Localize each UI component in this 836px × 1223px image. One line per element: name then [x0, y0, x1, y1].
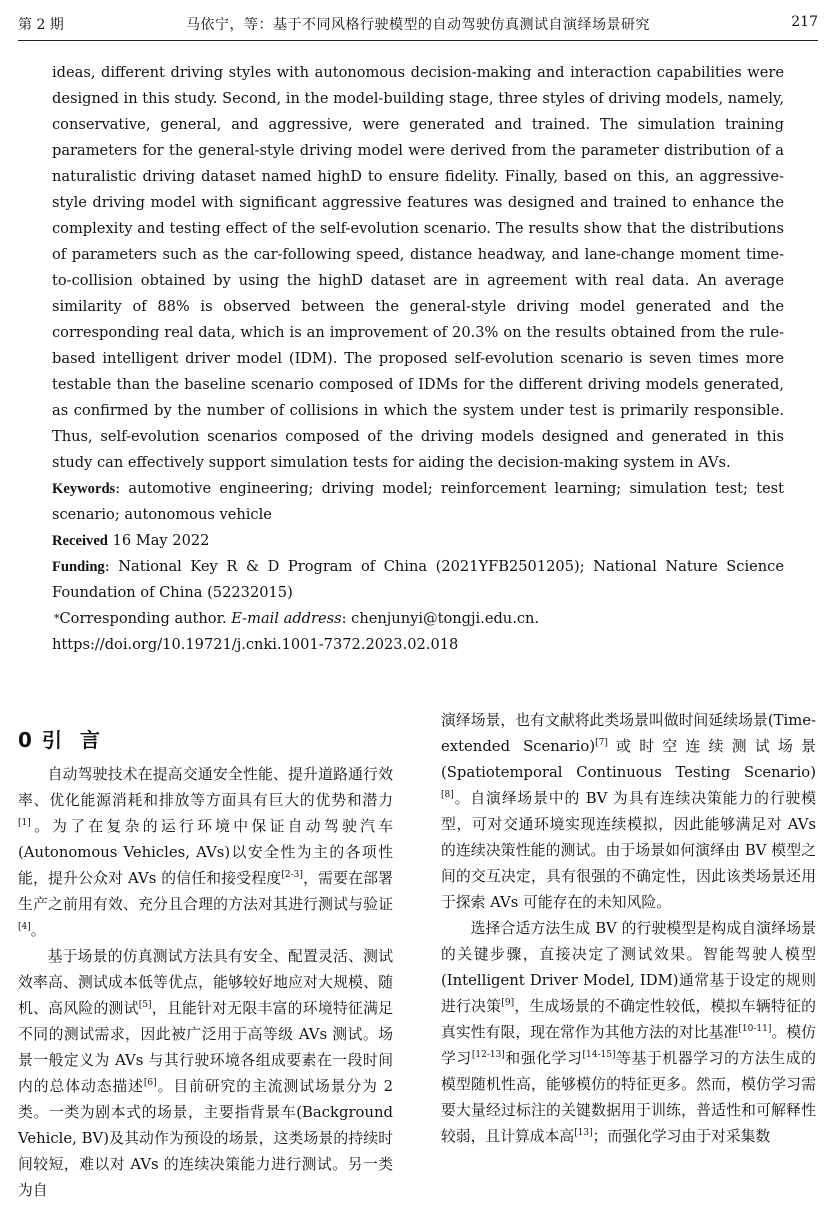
paragraph: 演绎场景，也有文献将此类场景叫做时间延续场景(Time-extended Scenario)[7]或时空连续测试场景(Spatiotemporal Continuous Testing Scenario)[8]。自演绎场景中的 BV 为具有连续决策能力的行驶模型，可对交通环境实现连续模拟，因此能够满足对 AVs 的连续决策性能的测试。由于场景如何演绎由 BV 模型之间的交互决定，具有很强的不确定性，因此该类场景还用于探索 AVs 可能存在的未知风险。	[441, 712, 816, 911]
paragraph: 自动驾驶技术在提高交通安全性能、提升道路通行效率、优化能源消耗和排放等方面具有巨大的优势和潜力[1]。为了在复杂的运行环境中保证自动驾驶汽车(Autonomous Vehicles, AVs)以安全性为主的各项性能，提升公众对 AVs 的信任和接受程度[2-3]，需要在部署生产之前用有效、充分且合理的方法对其进行测试与验证[4]。	[18, 766, 393, 939]
corresponding-prefix: Corresponding author.	[59, 610, 232, 627]
citation[interactable]: [10-11]	[738, 1024, 772, 1035]
citation[interactable]: [7]	[595, 738, 608, 749]
issue-number: 第 2 期	[18, 17, 64, 33]
received	[52, 528, 784, 554]
received-label: Received	[52, 533, 108, 549]
english-abstract	[52, 60, 784, 658]
right-column	[441, 708, 816, 1150]
running-title: 马依宁，等：基于不同风格行驶模型的自动驾驶仿真测试自演绎场景研究	[186, 17, 650, 33]
citation[interactable]: [8]	[441, 790, 454, 801]
funding	[52, 554, 784, 606]
citation[interactable]: [13]	[574, 1128, 593, 1139]
keywords-label: Keywords	[52, 481, 116, 497]
received-date: 16 May 2022	[107, 532, 210, 549]
funding-text: : National Key R & D Program of China (2021YFB2501205); National Nature Science Foundation of China (52232015)	[52, 558, 784, 601]
funding-label: Funding	[52, 559, 105, 575]
running-header	[18, 6, 818, 36]
citation[interactable]: [4]	[18, 922, 31, 933]
header-rule	[18, 40, 818, 41]
paragraph: 选择合适方法生成 BV 的行驶模型是构成自演绎场景的关键步骤，直接决定了测试效果。智能驾驶人模型(Intelligent Driver Model, IDM)通常基于设定的规则进行决策[9]，生成场景的不确定性较低，模拟车辆特征的真实性有限，现在常作为其他方法的对比基准[10-11]。模仿学习[12-13]和强化学习[14-15]等基于机器学习的方法生成的模型随机性高，能够模仿的特征更多。然而，模仿学习需要大量经过标注的关键数据用于训练，普适性和可解释性较弱，且计算成本高[13]；而强化学习由于对采集数	[441, 920, 816, 1145]
section-number: 0	[18, 728, 32, 752]
doi-link[interactable]: https://doi.org/10.19721/j.cnki.1001-7372.2023.02.018	[52, 636, 459, 653]
citation[interactable]: [14-15]	[582, 1050, 616, 1061]
corresponding-author	[52, 606, 784, 632]
page-number: 217	[791, 14, 818, 30]
email-address[interactable]: : chenjunyi@tongji.edu.cn.	[341, 610, 540, 627]
citation[interactable]: [1]	[18, 818, 31, 829]
abstract-body: ideas, different driving styles with autonomous decision-making and interaction capabilities were designed in this study. Second, in the model-building stage, three styles of driving models, namely, conservative, general, and aggressive, were generated and trained. The simulation training parameters for the general-style driving model were derived from the parameter distribution of a naturalistic driving dataset named highD to ensure fidelity. Finally, based on this, an aggressive-style driving model with significant aggressive features was designed and trained to enhance the complexity and testing effect of the self-evolution scenario. The results show that the distributions of parameters such as the car-following speed, distance headway, and lane-change moment time-to-collision obtained by using the highD dataset are in agreement with real data. An average similarity of 88% is observed between the general-style driving model generated and the corresponding real data, which is an improvement of 20.3% on the results obtained from the rule-based intelligent driver model (IDM). The proposed self-evolution scenario is seven times more testable than the baseline scenario composed of IDMs for the different driving models generated, as confirmed by the number of collisions in which the system under test is primarily responsible. Thus, self-evolution scenarios composed of the driving models designed and generated in this study can effectively support simulation tests for aiding the decision-making system in AVs.	[52, 64, 784, 471]
citation[interactable]: [2-3]	[281, 870, 303, 881]
left-column	[18, 708, 393, 1204]
section-heading	[18, 718, 393, 762]
keywords-text: : automotive engineering; driving model; reinforcement learning; simulation test; test scenario; autonomous vehicle	[52, 480, 784, 523]
paragraph: 基于场景的仿真测试方法具有安全、配置灵活、测试效率高、测试成本低等优点，能够较好地应对大规模、随机、高风险的测试[5]，且能针对无限丰富的环境特征满足不同的测试需求，因此被广泛用于高等级 AVs 测试。场景一般定义为 AVs 与其行驶环境各组成要素在一段时间内的总体动态描述[6]。目前研究的主流测试场景分为 2 类。一类为剧本式的场景，主要指背景车(Background Vehicle, BV)及其动作为预设的场景，这类场景的持续时间较短，难以对 AVs 的连续决策能力进行测试。另一类为自	[18, 948, 393, 1199]
citation[interactable]: [5]	[138, 1000, 152, 1011]
citation[interactable]: [12-13]	[471, 1050, 505, 1061]
section-title: 引言	[42, 728, 118, 752]
keywords	[52, 476, 784, 528]
citation[interactable]: [6]	[143, 1078, 157, 1089]
asterisk-mark: *	[54, 612, 60, 625]
email-label: E-mail address	[231, 610, 342, 627]
citation[interactable]: [9]	[501, 998, 515, 1009]
